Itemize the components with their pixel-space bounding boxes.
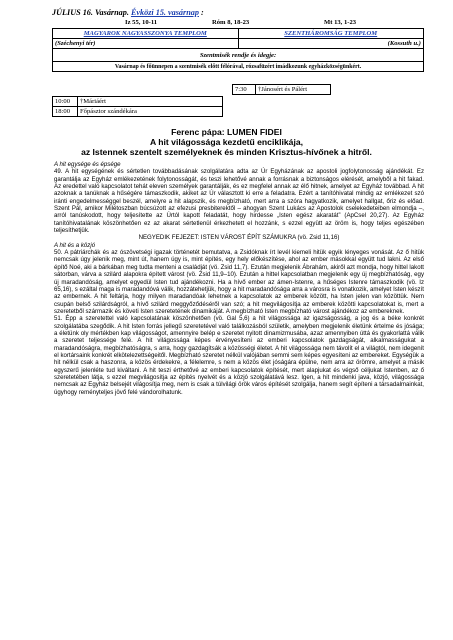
reading-1: Iz 55, 10-11 xyxy=(125,19,158,26)
left-schedule xyxy=(52,96,223,117)
chapter-title: NEGYEDIK FEJEZET: ISTEN VÁROST ÉPÍT SZÁMUKRA (vö. Zsid 11,16) xyxy=(138,234,340,242)
heading-line-2: A hit világossága kezdetű enciklikája, xyxy=(150,137,303,148)
church-right-name: SZENTHÁROMSÁG TEMPLOM xyxy=(238,29,424,39)
article-heading xyxy=(30,127,423,158)
feast-title: Évközi 15. vasárnap xyxy=(130,8,199,17)
heading-line-3: az Istennek szentelt személyeknek és minden Krisztus-hívőnek a hitről. xyxy=(81,147,372,158)
heading-line-1: Ferenc pápa: LUMEN FIDEI xyxy=(171,127,282,137)
article-body xyxy=(54,161,424,396)
paragraph-50: 50. A pátriárchák és az ószövetségi igazak történetét bemutatva, a Zsidóknak írt levél kiemeli hitük egyik lényeges vonását. Az ő hitük nemcsak úgy jelenik meg, mint út, hanem úgy is, mint építés, egy hely előkészítése, ahol az ember másokkal együtt tud lakni. Az első építő Noé, aki a bárkában meg tudta menteni a családját (vö. Zsid 11,7). Ezután megjelenik Ábrahám, akiről azt mondja, hogy hittel lakott sátorban, várva a szilárd alapokra épített várost (vö. Zsid 11,9–10). Ezután a hittel kapcsolatban megjelenik egy új megbízhatóság, egy új maradandóság, amelyet egyedül Isten tud ajándékozni. Ha a hívő ember az ámen-Istenre, a hűséges Istenre támaszkodik (vö. Iz 65,16), s ezáltal maga is maradandóvá válik, hozzátehetjük, hogy a hit maradandósága arra a városra is vonatkozik, amelyet Isten készít az embernek. A hit feltárja, hogy milyen maradandóak lehetnek a kapcsolatok az emberek között, ha Isten jelen van közöttük. Nem csupán belső szilárdságról, a hívő szilárd meggyőződéséről van szó; a hit megvilágosítja az emberek közötti kapcsolatokat is, mert a szeretetből származik és követi Isten szeretetének dinamikáját. A megbízható Isten megbízható várost ajándékoz az embereknek. xyxy=(54,249,424,315)
reading-3: Mt 13, 1-23 xyxy=(324,19,357,26)
subtitle-1: A hit egysége és épsége xyxy=(54,161,121,168)
left-time-1: 10:00 xyxy=(53,97,78,107)
subtitle-2: A hit és a közjó xyxy=(54,241,96,249)
paragraph-51: 51. Épp a szeretettel való kapcsolatának köszönhetően (vö. Gal 5,6) a hit világossága az igazságosság, a jog és a béke konkrét szolgálatába szegődik. A hit Isten forrás jellegű szeretetével való találkozásból születik, amelyben megjelenik életünk értelme és jósága; a életünk oly mértékben kap világosságot, amennyire belép e szeretet nyitott dinamizmusába, azaz amennyiben úttá és gyakorlattá válik a szeretet teljessége felé. A hit világossága képes érvényesíteni az emberi kapcsolatok gazdagságát, alkalmasságukat a maradandóságra, megbízhatóságra, s arra, hogy gazdagítsák a közösségi életet. A hit világossága nem távolít el a világtól, nem idegenít el kortársaink konkrét elkötelezettségeitől. Megbízható szeretet nélkül valójában semmi sem képes egyesíteni az embereket. Egységük a hit nélkül csak a haszonra, a közös érdekekre, a félelemre, s nem a közös élet jóságára épülne, nem arra az örömre, amelyet a másik egyszerű jelenléte tud kiváltani. A hit teszi érthetővé az emberi kapcsolatok építését, mert alapjukat és végső céljukat Istenben, az ő szeretetében látja, s ezzel megvilágosítja az építés nyelvét és a közjó szolgálatává lesz. Igen, a hit mindenki java, közjó, világossága nemcsak az Egyház belsejét világosítja meg, nem is csak a túlvilági örök város építését szolgálja, hanem segít építeni a társadalmainkat, úgyhogy reménytelјes jövő felé vándorolhatunk. xyxy=(54,315,424,396)
schedule-title: Szentmisék rendje és idegje: xyxy=(53,49,424,62)
schedule-table xyxy=(52,28,424,72)
left-intention-1: †Máriáért xyxy=(78,97,223,107)
right-schedule xyxy=(232,84,331,95)
church-right-sub: (Kossuth u.) xyxy=(238,39,424,49)
date-line xyxy=(52,8,423,17)
church-left-sub: (Széchenyi tér) xyxy=(53,39,239,49)
feast-colon: : xyxy=(198,8,204,17)
reading-2: Róm 8, 18-23 xyxy=(212,19,250,26)
right-intention: †Jánosért és Pálért xyxy=(256,85,331,95)
schedule-note: Vasárnap és főünnepen a szentmisék előtt félórával, rózsafüzért imádkozunk egyházközségünkért. xyxy=(53,62,424,72)
church-left-name: MAGYAROK NAGYASSZONYA TEMPLOM xyxy=(53,29,239,39)
paragraph-49: 49. A hit egységének és sértetlen továbbadásának szolgálatára adta az Úr Egyházának az apostoli jogfolytonosság ajándékát. Ez garantálja az Egyház emlékezetének folytonosságát, és teszi lehetővé annak a forrásnak a biztonságos elérését, amelyből a hit fakad. Az eredettel való kapcsolatot tehát eleven személyek garantálják, és ez megfelel annak az élő hitnek, amelyet az Egyház továbbad. A hit azoknak a tanúknak a hűségére támaszkodik, akiket az Úr választott ki erre a feladatra. Ezért a tanítóhivatal mindig az emlékezet szó iránti engedelmességgel beszél, amelyre a hit alapszik, és megbízható, mert arra a szóra hagyatkozik, amelyet hallgat, őriz és előad. Szent Pál, amikor Milétoszban búcsúzott az efezusi presbiterektől – ahogyan Szent Lukács az Apostolok cselekedeteiben elmondja –, arról tanúskodott, hogy teljesítette az Úrtól kapott feladatát, hogy hirdesse „Isten egész akaratát” (ApCsel 20,27). Az Egyház tanítóhivatalának köszönhetően ez az akarat sértetlenül érkezhetett el hozzánk, s ezzel együtt az öröm is, hogy teljes egészében teljesíthetjük. xyxy=(54,168,424,235)
right-time: 7:30 xyxy=(233,85,256,95)
left-intention-2: Főpásztor szándékára xyxy=(78,107,223,117)
date-title: JÚLIUS 16. Vasárnap. xyxy=(52,8,129,17)
left-time-2: 18:00 xyxy=(53,107,78,117)
